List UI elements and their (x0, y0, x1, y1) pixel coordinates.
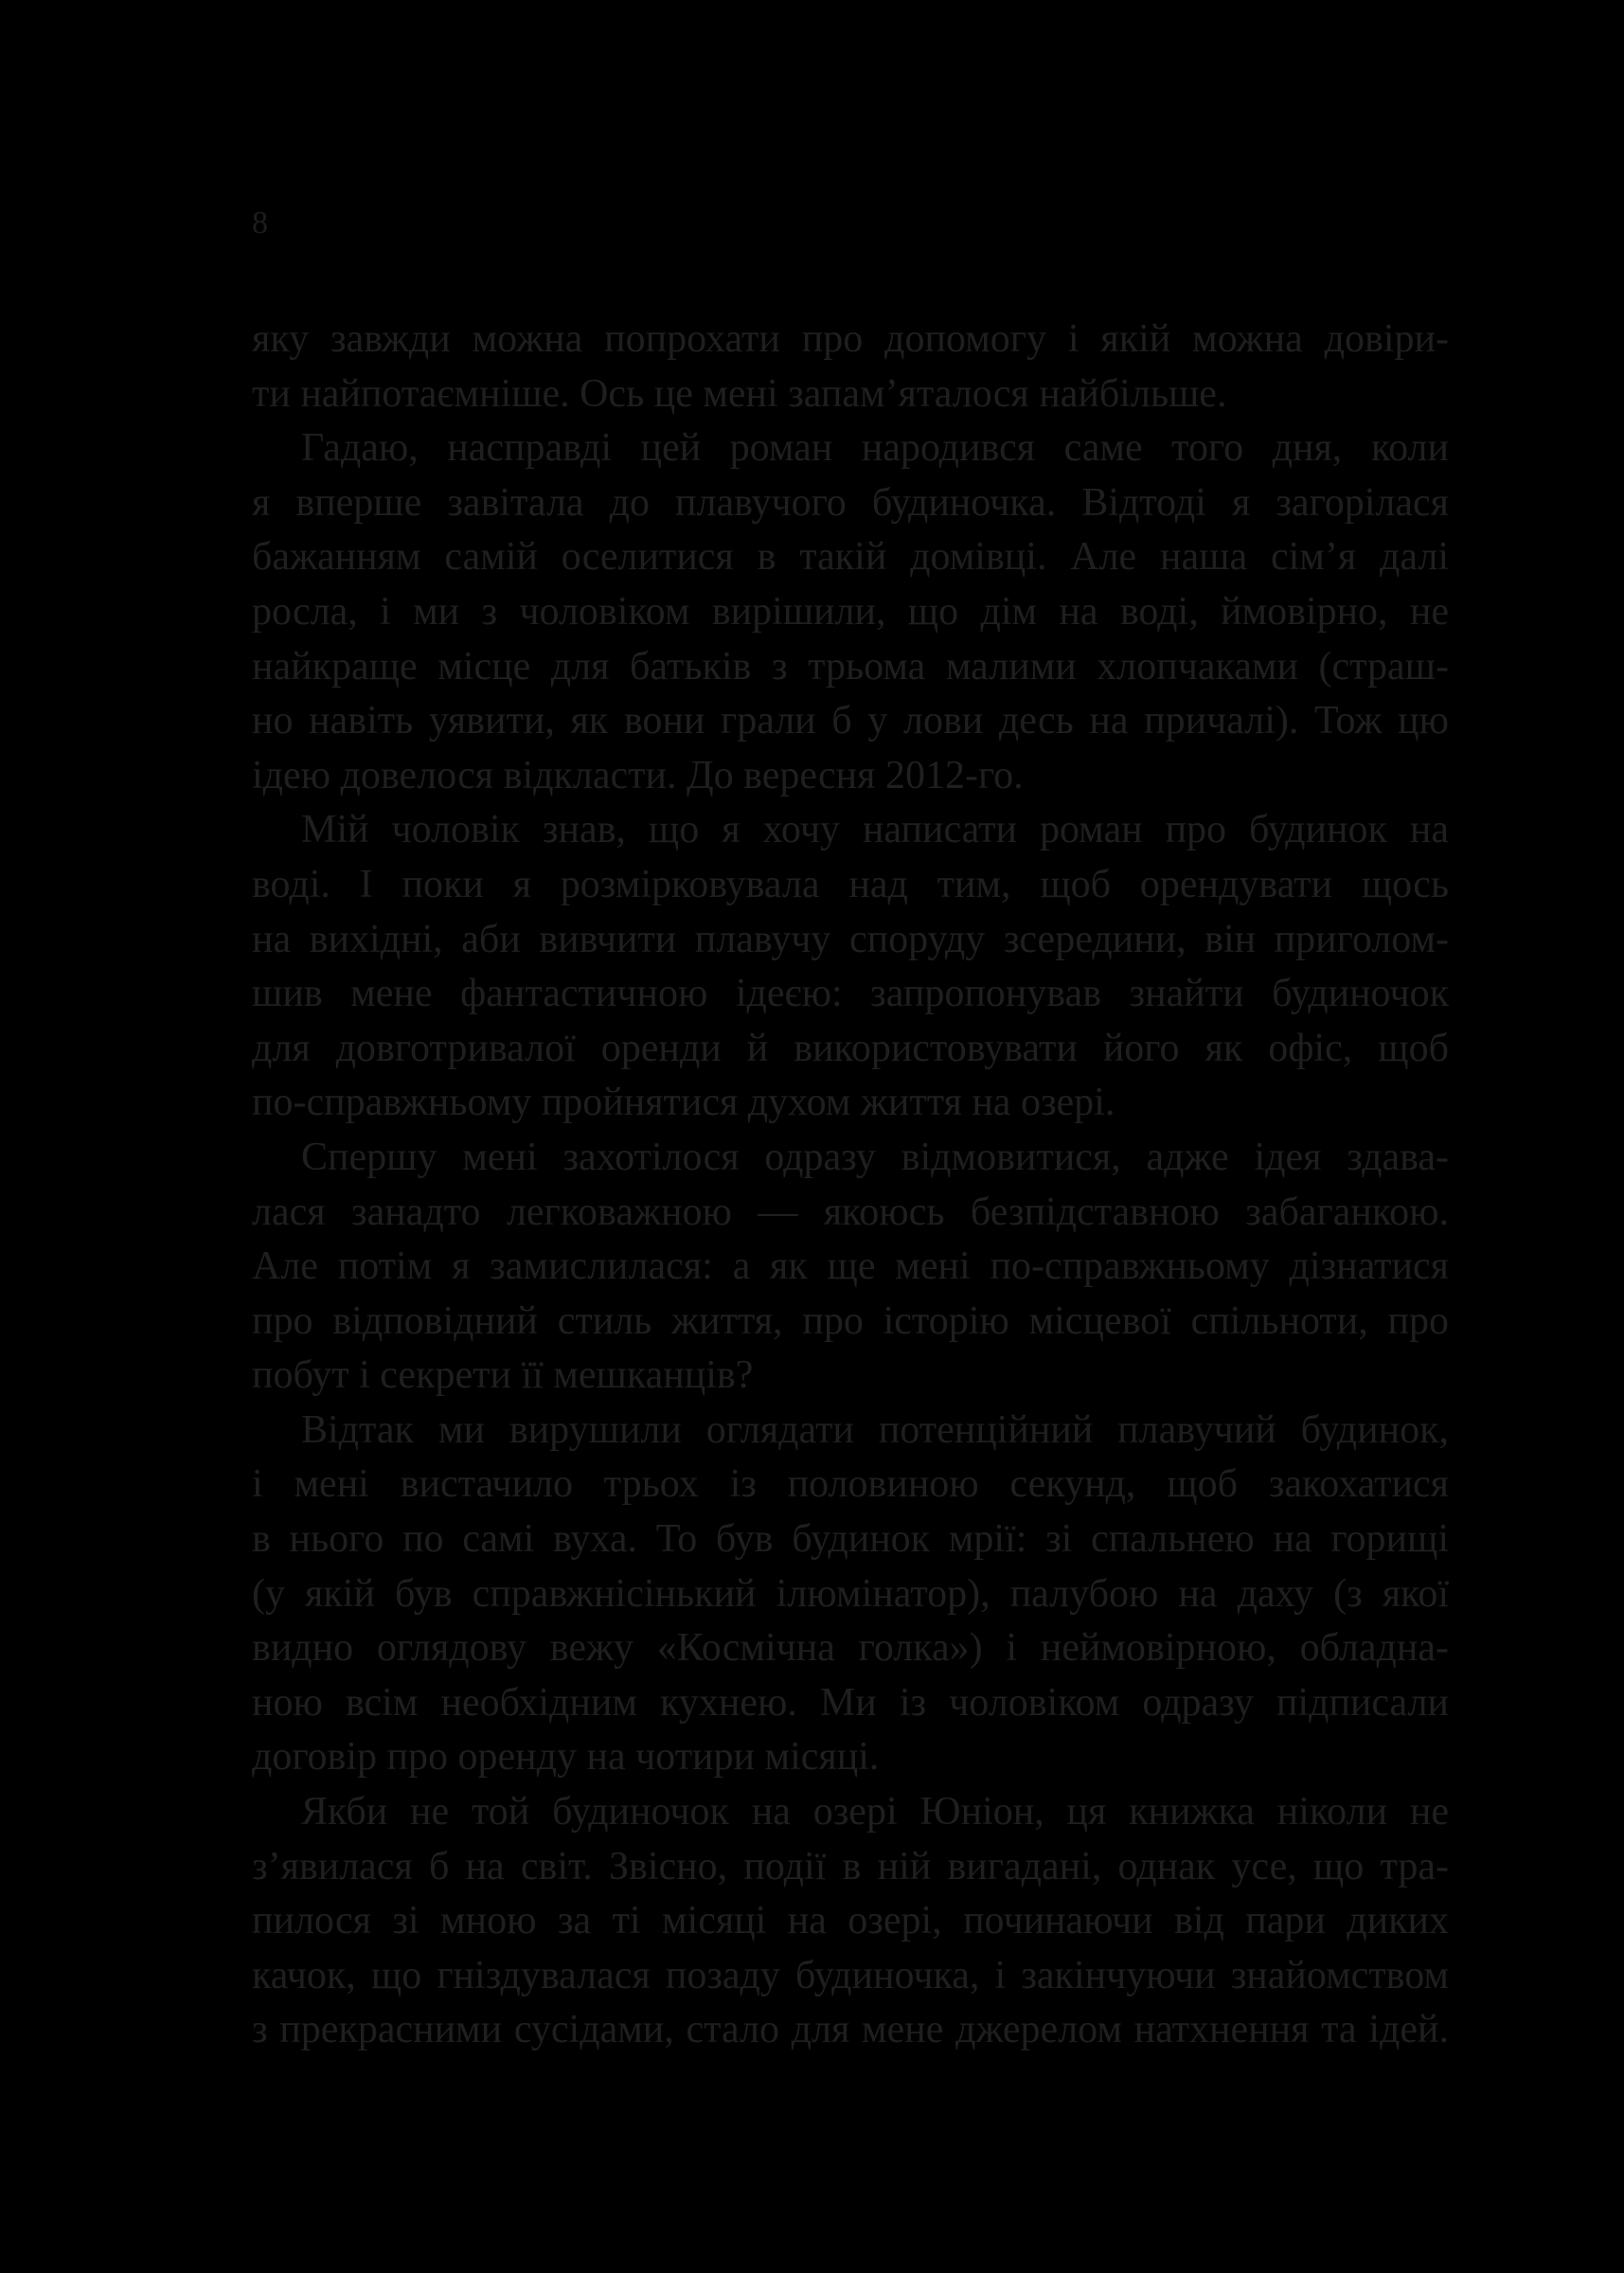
text-line: качок, що гніздувалася позаду будиночка, і закінчуючи знайомством (252, 1953, 1449, 1997)
text-line: і мені вистачило трьох із половиною секунд, щоб закохатися (252, 1462, 1449, 1507)
text-line: з прекрасними сусідами, стало для мене джерелом натхнення та ідей. (252, 2008, 1449, 2052)
text-line: бажанням самій оселитися в такій домівці. Але наша сім’я далі (252, 535, 1449, 580)
text-line: (у якій був справжнісінький ілюмінатор), палубою на даху (з якої (252, 1571, 1449, 1616)
text-line: Відтак ми вирушили оглядати потенційний плавучий будинок, (301, 1407, 1449, 1452)
text-line: яку завжди можна попрохати про допомогу і якій можна довіри- (252, 317, 1449, 361)
text-line: найкраще місце для батьків з трьома малими хлопчаками (страш- (252, 644, 1449, 689)
text-line: Але потім я замислилася: а як ще мені по-справжньому дізнатися (252, 1244, 1449, 1289)
text-line: Спершу мені захотілося одразу відмовитися, адже ідея здава- (301, 1135, 1449, 1179)
text-line: про відповідний стиль життя, про історію місцевої спільноти, про (252, 1298, 1449, 1343)
text-line: я вперше завітала до плавучого будиночка. Відтоді я загорілася (252, 480, 1449, 525)
text-line: ти найпотаємніше. Ось це мені запам’яталося найбільше. (252, 371, 1227, 416)
text-line: з’явилася б на світ. Звісно, події в ній вигадані, однак усе, що тра- (252, 1844, 1449, 1888)
text-line: для довготривалої оренди й використовувати його як офіс, щоб (252, 1026, 1449, 1070)
text-line: пилося зі мною за ті місяці на озері, починаючи від пари диких (252, 1899, 1449, 1943)
text-line: в нього по самі вуха. То був будинок мрії: зі спальнею на горищі (252, 1517, 1449, 1562)
text-line: Гадаю, насправді цей роман народився саме того дня, коли (301, 426, 1449, 471)
text-line: ідею довелося відкласти. До вересня 2012-го. (252, 753, 1024, 797)
text-line: Якби не той будиночок на озері Юніон, ця книжка ніколи не (301, 1790, 1449, 1835)
text-line: росла, і ми з чоловіком вирішили, що дім на воді, ймовірно, не (252, 589, 1449, 634)
text-line: шив мене фантастичною ідеєю: запропонував знайти будиночок (252, 972, 1449, 1016)
text-line: воді. І поки я розмірковувала над тим, щоб орендувати щось (252, 862, 1449, 906)
text-line: Мій чоловік знав, що я хочу написати роман про будинок на (301, 808, 1449, 852)
text-line: побут і секрети її мешканців? (252, 1353, 754, 1398)
text-line: по-справжньому пройнятися духом життя на озері. (252, 1081, 1115, 1125)
text-line: видно оглядову вежу «Космічна голка») і неймовірною, обладна- (252, 1626, 1449, 1671)
text-line: ною всім необхідним кухнею. Ми із чоловіком одразу підписали (252, 1680, 1449, 1725)
body-text (252, 313, 1449, 2058)
text-line: лася занадто легковажною — якоюсь безпідставною забаганкою. (252, 1190, 1449, 1234)
text-line: на вихідні, аби вивчити плавучу споруду зсередини, він приголом- (252, 917, 1449, 961)
page-number: 8 (252, 206, 268, 241)
text-line: договір про оренду на чотири місяці. (252, 1735, 880, 1780)
text-line: но навіть уявити, як вони грали б у лови десь на причалі). Тож цю (252, 699, 1449, 743)
